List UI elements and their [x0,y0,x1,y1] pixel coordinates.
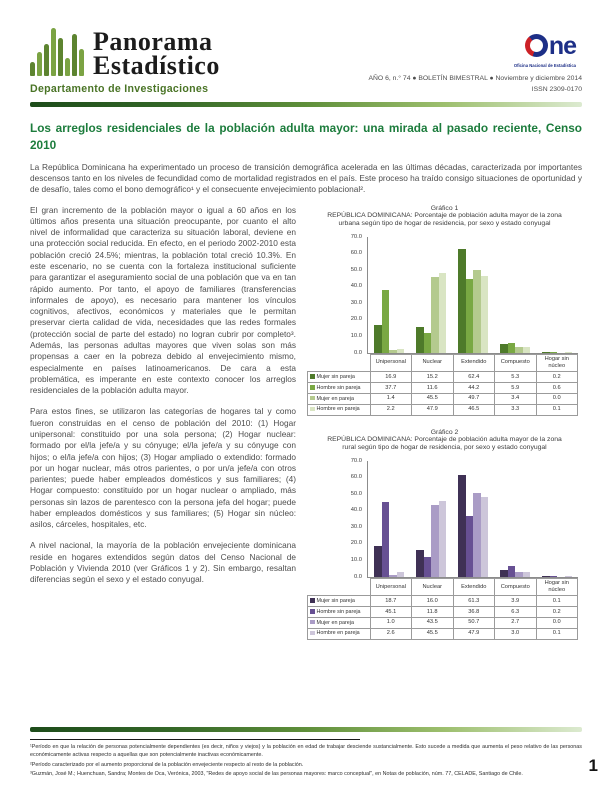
value-cell: 44.2 [453,383,495,394]
bar [466,516,474,577]
category-header: Unipersonal [370,354,412,372]
y-tick-label: 30.0 [350,299,362,306]
value-cell: 1.4 [370,393,412,404]
brand [30,24,305,95]
table-row [308,617,578,628]
bar-group [368,461,410,577]
charts-column [307,205,582,653]
bar [431,505,439,577]
y-tick-label: 50.0 [350,266,362,273]
header [30,24,582,95]
bar [515,572,523,576]
table-row [308,404,578,415]
y-tick-label: 60.0 [350,474,362,481]
y-tick-label: 70.0 [350,457,362,464]
bar-group [494,237,536,353]
legend-swatch-icon [310,620,315,625]
value-cell: 45.5 [412,628,454,639]
header-right [368,24,582,94]
bar [389,575,397,577]
table-corner [308,354,371,372]
bar [481,497,489,576]
value-cell: 3.3 [495,404,537,415]
department-label: Departamento de Investigaciones [30,83,209,95]
value-cell: 6.3 [495,607,537,618]
category-header-row [308,578,578,596]
bar [416,550,424,577]
legend-label: Hombre en pareja [308,404,371,415]
value-cell: 15.2 [412,372,454,383]
bar [389,350,397,352]
bar [382,502,390,577]
value-cell: 49.7 [453,393,495,404]
table-row [308,393,578,404]
grafico-2 [307,429,582,640]
footnotes [30,743,582,778]
category-header: Unipersonal [370,578,412,596]
legend-swatch-icon [310,396,315,401]
bar [473,493,481,577]
bar [439,273,447,352]
chart-title: Gráfico 1 [430,204,459,212]
bar [374,325,382,353]
one-logo-circle-icon [525,34,548,57]
chart-area [350,457,578,580]
y-tick-label: 10.0 [350,333,362,339]
value-cell: 5.9 [495,383,537,394]
value-cell: 45.1 [370,607,412,618]
bar [481,276,489,353]
bar [473,270,481,352]
category-header: Nuclear [412,354,454,372]
bar [466,279,474,352]
bar [397,349,405,353]
value-cell: 0.2 [536,372,578,383]
brand-title-line2: Estadístico [93,51,220,81]
bar-group [536,237,578,353]
bar [508,566,516,576]
value-cell: 16.9 [370,372,412,383]
y-tick-label: 70.0 [350,233,362,240]
legend-label: Hombre sin pareja [308,383,371,394]
body-paragraph: A nivel nacional, la mayoría de la población envejeciente dominicana reside en hogares extendidos según datos del Censo Nacional de Población y Vivienda 2010 (ver Gráficos 1 y 2). Sin embargo, resaltan diferencias según el sexo y el estado conyugal. [30,540,296,585]
y-tick-label: 30.0 [350,523,362,530]
y-tick-label: 20.0 [350,540,362,547]
value-cell: 1.0 [370,617,412,628]
y-tick-label: 40.0 [350,507,362,514]
bar-group [410,237,452,353]
bar [374,546,382,577]
value-cell: 0.1 [536,628,578,639]
bar [500,570,508,576]
plot-area [368,461,578,577]
legend-label: Mujer en pareja [308,617,371,628]
legend-swatch-icon [310,374,315,379]
body-paragraph: El gran incremento de la población mayor o igual a 60 años en los últimos años presenta una situación preocupante, por cuanto el alto nivel de informalidad que caracteriza su situación laboral, deviene en una protección social reducida. En efecto, en el periodo 2002-2010 esta población creció 24.5%; mientras, la población total creció 10.3%. En este escenario, no se cuenta con la fortaleza institucional suficiente para garantizar el aseguramiento social de una población que va en tan rápido aumento. Por tanto, el apoyo de familiares (transferencias informales de apoyo), es necesario para mantener los vínculos cognitivos, afectivos, económicos y materiales que le permitan preservar cierta calidad de vida, necesidades que las redes formales (protección social de parte del estado) no logran cubrir por completo³. Además, las personas adultas mayores que viven solas son más propensas a caer en la pobreza debido al envejecimiento mismo, especialmente en países latinoamericanos. De cara a esta problemática, es imperante en este contexto conocer los arreglos residenciales de la población adulta mayor. [30,204,296,396]
y-tick-label: 10.0 [350,557,362,564]
chart-subtitle: REPÚBLICA DOMINICANA: Porcentaje de población adulta mayor de la zona rural según tipo de hogar de residencia, por sexo y estado conyugal [327,435,562,452]
bar [424,557,432,577]
article-title: Los arreglos residenciales de la población adulta mayor: una mirada al pasado reciente, Censo 2010 [30,121,582,152]
chart-data-table [307,354,578,416]
bar [508,343,516,353]
value-cell: 2.6 [370,628,412,639]
legend-swatch-icon [310,609,315,614]
bar [458,249,466,352]
value-cell: 3.9 [495,596,537,607]
value-cell: 0.6 [536,383,578,394]
value-cell: 18.7 [370,596,412,607]
table-corner [308,578,371,596]
plot-area [368,237,578,353]
footnote-separator [30,739,360,740]
y-tick-label: 20.0 [350,316,362,323]
brand-title [93,27,220,81]
bar [458,475,466,577]
bar-group [536,461,578,577]
value-cell: 47.9 [412,404,454,415]
bar [397,572,405,576]
y-axis [340,233,365,356]
bar-group [452,237,494,353]
value-cell: 3.0 [495,628,537,639]
legend-swatch-icon [310,385,315,390]
body-paragraph: Para estos fines, se utilizaron las categorías de hogares tal y como fueron construidas en el censo de población del 2010: (1) Hogar unipersonal: constituido por una sola persona; (2) Hogar nuclear: formado por el/la jefe/a y su cónyuge; el/la jefe/a y su cónyuge con hijos; o el/la jefe/a con hijos; (3) Hogar ampliado o extendido: formado por un hogar nuclear, más otros parientes, o por un/a jefe/a con otros parientes; puede haber empleados domésticos y sus familiares; (4) Hogar compuesto: constituido por un hogar nuclear o ampliado, más personas sin lazos de parentesco con la persona jefa del hogar; puede haber empleados domésticos y sus familiares; (5) Hogar sin núcleo: asilos, cárceles, hospitales, etc. [30,406,296,530]
legend-swatch-icon [310,598,315,603]
brand-title-line1: Panorama [93,27,213,57]
bar [523,572,531,577]
table-row [308,372,578,383]
category-header: Hogar sin núcleo [536,578,578,596]
page-number: 1 [588,756,598,775]
legend-label: Hombre en pareja [308,628,371,639]
value-cell: 2.7 [495,617,537,628]
category-header: Hogar sin núcleo [536,354,578,372]
value-cell: 47.9 [453,628,495,639]
bar [382,290,390,352]
bar-chart-logo-icon [30,24,84,78]
chart-area [350,233,578,356]
issn: ISSN 2309-0170 [531,85,582,93]
bar-group [368,237,410,353]
value-cell: 11.8 [412,607,454,618]
value-cell: 3.4 [495,393,537,404]
legend-label: Hombre sin pareja [308,607,371,618]
one-tagline: Oficina Nacional de Estadística [513,63,576,68]
footer [30,720,582,780]
y-axis [340,457,365,580]
category-header: Extendido [453,354,495,372]
value-cell: 0.0 [536,617,578,628]
footnote: ²Período caracterizado por el aumento proporcional de la población envejeciente respecto al resto de la población. [30,761,304,768]
bar [500,344,508,353]
bar [431,277,439,352]
grafico-1 [307,205,582,416]
y-tick-label: 40.0 [350,283,362,290]
value-cell: 62.4 [453,372,495,383]
y-tick-label: 0.0 [353,349,362,356]
legend-label: Mujer en pareja [308,393,371,404]
footnote: ¹Período en que la relación de personas potencialmente dependientes (es decir, niños y viejos) y la población en edad de trabajar desciende sustancialmente. Esto sucede a medida que aumenta el peso relativo de las personas económicamente activas respecto a aquellas que son potencialmente inactivas económicamente. [30,744,582,759]
chart-subtitle: REPÚBLICA DOMINICANA: Porcentaje de población adulta mayor de la zona urbana según tipo de hogar de residencia, por sexo y estado conyugal [327,211,562,228]
bar-group [452,461,494,577]
value-cell: 16.0 [412,596,454,607]
value-cell: 43.5 [412,617,454,628]
value-cell: 5.3 [495,372,537,383]
legend-label: Mujer sin pareja [308,372,371,383]
category-header: Extendido [453,578,495,596]
bar [515,347,523,353]
footer-rule [30,727,582,732]
value-cell: 0.1 [536,596,578,607]
one-logo-text: ne [548,31,576,60]
bar [424,333,432,352]
issue-line: AÑO 6, n.° 74 ● BOLETÍN BIMESTRAL ● Noviembre y diciembre 2014 [368,75,582,82]
category-header: Compuesto [495,578,537,596]
y-tick-label: 60.0 [350,250,362,257]
value-cell: 36.8 [453,607,495,618]
one-logo [525,31,576,60]
legend-label: Mujer sin pareja [308,596,371,607]
header-rule [30,102,582,107]
category-header: Nuclear [412,578,454,596]
table-row [308,628,578,639]
y-tick-label: 50.0 [350,490,362,497]
value-cell: 37.7 [370,383,412,394]
chart-title: Gráfico 2 [430,428,459,436]
bar [523,347,531,352]
bar [416,327,424,352]
value-cell: 11.6 [412,383,454,394]
value-cell: 45.5 [412,393,454,404]
bar-group [494,461,536,577]
value-cell: 0.0 [536,393,578,404]
intro-paragraph: La República Dominicana ha experimentado un proceso de transición demográfica acelerada en las últimas décadas, caracterizada por importantes descensos tanto en los niveles de fecundidad como de mortalidad registrados en el país. Este proceso ha traído consigo situaciones de oportunidad y de desafío, tales como el bono demográfico¹ y el consecuente envejecimiento poblacional². [30,162,582,195]
value-cell: 2.2 [370,404,412,415]
value-cell: 0.2 [536,607,578,618]
legend-swatch-icon [310,407,315,412]
table-row [308,596,578,607]
table-row [308,607,578,618]
y-tick-label: 0.0 [353,573,362,580]
legend-swatch-icon [310,631,315,636]
bar [439,501,447,576]
table-row [308,383,578,394]
value-cell: 0.1 [536,404,578,415]
footnote: ³Guzmán, José M.; Huenchuan, Sandra; Montes de Oca, Verónica, 2003, "Redes de apoyo social de las personas mayores: marco conceptual", en Notas de población, núm. 77, CELADE, Santiago de Chile. [30,771,523,778]
bar-group [410,461,452,577]
chart-data-table [307,578,578,640]
value-cell: 50.7 [453,617,495,628]
category-header: Compuesto [495,354,537,372]
text-column [30,205,296,653]
value-cell: 46.5 [453,404,495,415]
value-cell: 61.3 [453,596,495,607]
bar [550,352,558,353]
category-header-row [308,354,578,372]
